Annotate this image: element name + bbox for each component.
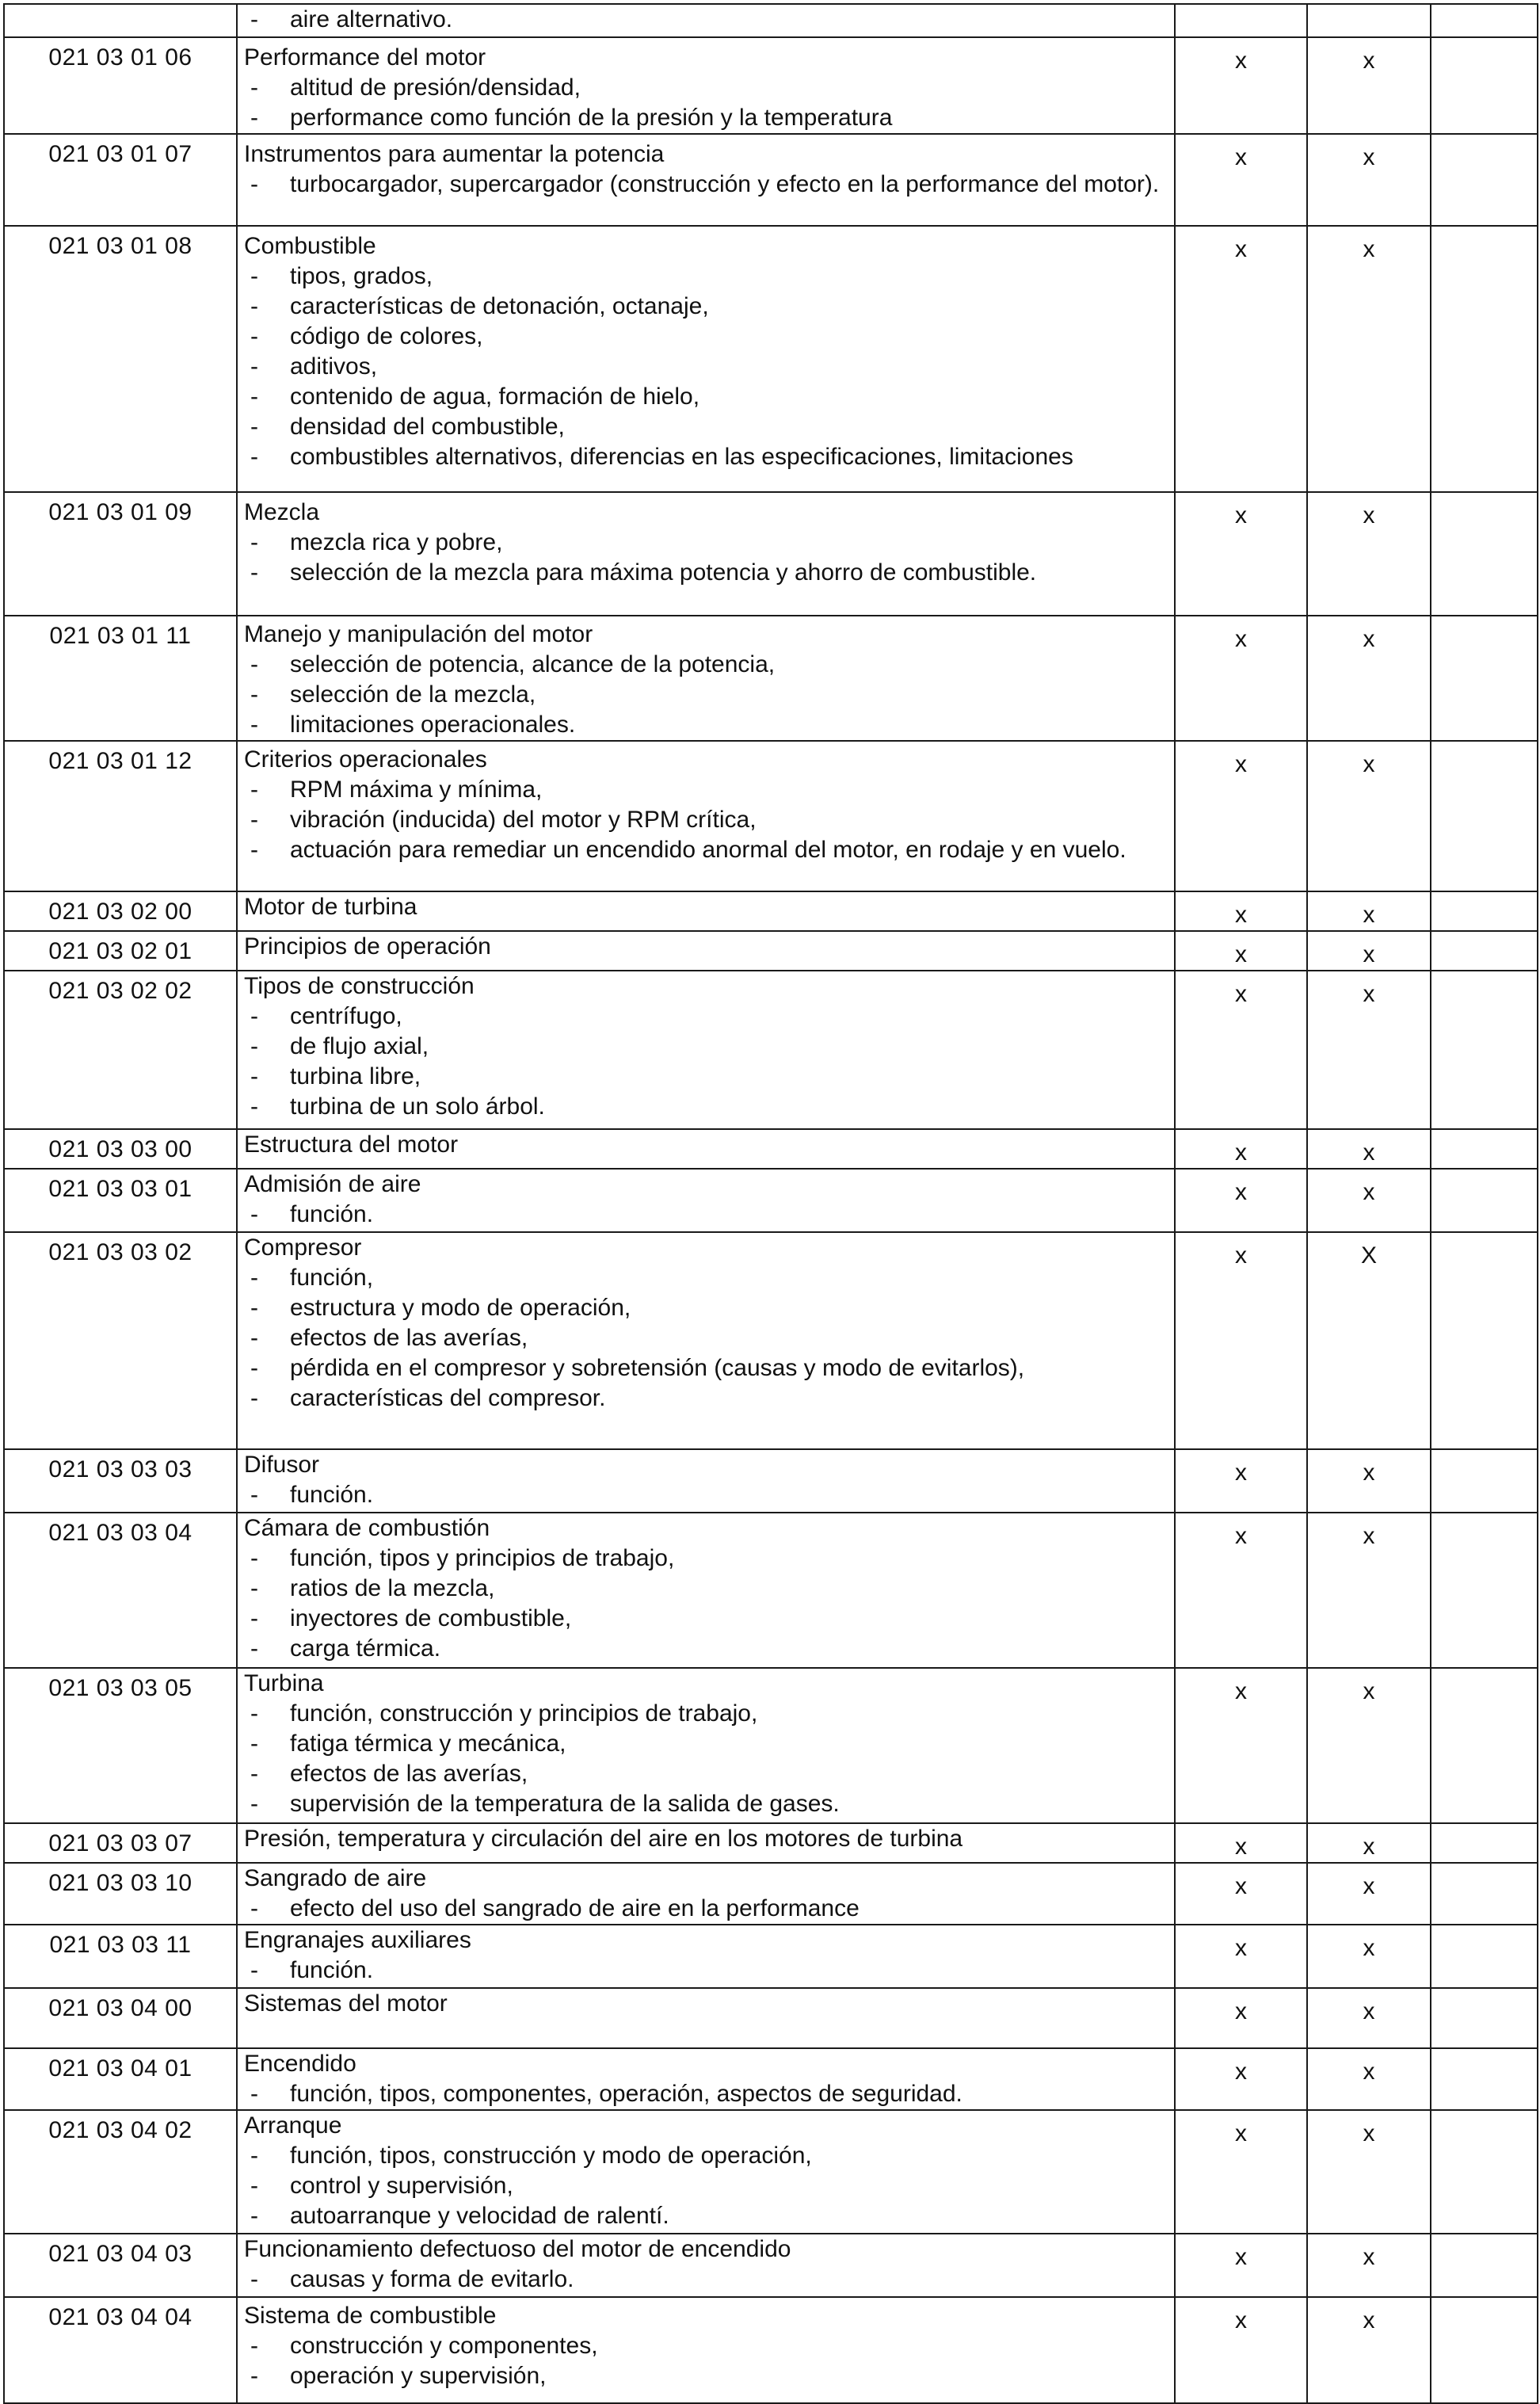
table-row — [4, 2297, 1538, 2403]
check-mark: x — [1235, 2307, 1247, 2333]
empty-column-cell — [1431, 2234, 1538, 2297]
check-mark: x — [1235, 1678, 1247, 1704]
empty-column-cell — [1431, 971, 1538, 1129]
applicability-mark-m1 — [1175, 2297, 1307, 2403]
item-description — [237, 1668, 1175, 1823]
bullet-item: - construcción y componentes, — [244, 2331, 1169, 2361]
check-mark: x — [1363, 941, 1375, 967]
applicability-mark-m2 — [1307, 2297, 1431, 2403]
applicability-mark-m1 — [1175, 4, 1307, 37]
bullet-item: - tipos, grados, — [244, 261, 1169, 292]
item-title: Criterios operacionales — [244, 746, 487, 773]
item-description — [237, 1513, 1175, 1668]
item-code: 021 03 02 01 — [4, 931, 237, 971]
bullet-item: - características de detonación, octanaje, — [244, 292, 1169, 322]
item-description — [237, 931, 1175, 971]
empty-column-cell — [1431, 1513, 1538, 1668]
check-mark: x — [1363, 144, 1375, 170]
item-code: 021 03 04 02 — [4, 2110, 237, 2234]
bullet-item: - aditivos, — [244, 352, 1169, 382]
check-mark: x — [1363, 626, 1375, 652]
item-code: 021 03 01 06 — [4, 37, 237, 134]
item-title: Mezcla — [244, 499, 320, 525]
table-row — [4, 891, 1538, 931]
applicability-mark-m1 — [1175, 492, 1307, 616]
applicability-mark-m1 — [1175, 2110, 1307, 2234]
item-title: Presión, temperatura y circulación del aire en los motores de turbina — [244, 1826, 963, 1852]
item-code: 021 03 04 00 — [4, 1988, 237, 2048]
bullet-item: - RPM máxima y mínima, — [244, 775, 1169, 805]
item-code: 021 03 03 00 — [4, 1129, 237, 1169]
check-mark: x — [1235, 902, 1247, 928]
item-title: Motor de turbina — [244, 894, 417, 920]
bullet-item: - función, tipos y principios de trabajo, — [244, 1544, 1169, 1574]
table-row — [4, 1823, 1538, 1863]
bullet-item: - turbocargador, supercargador (construcción y efecto en la performance del motor). — [244, 170, 1169, 200]
table-row — [4, 1925, 1538, 1988]
item-code: 021 03 04 03 — [4, 2234, 237, 2297]
item-description — [237, 971, 1175, 1129]
item-title: Funcionamiento defectuoso del motor de encendido — [244, 2236, 791, 2262]
check-mark: x — [1235, 1523, 1247, 1549]
item-description — [237, 2297, 1175, 2403]
applicability-mark-m1 — [1175, 1232, 1307, 1449]
syllabus-table — [3, 3, 1538, 2404]
bullet-item: - turbina de un solo árbol. — [244, 1092, 1169, 1122]
item-description — [237, 2110, 1175, 2234]
table-row — [4, 1232, 1538, 1449]
item-description — [237, 4, 1175, 37]
empty-column-cell — [1431, 741, 1538, 891]
table-row — [4, 1668, 1538, 1823]
applicability-mark-m1 — [1175, 1863, 1307, 1925]
bullet-item: - causas y forma de evitarlo. — [244, 2265, 1169, 2295]
item-code — [4, 4, 237, 37]
applicability-mark-m2 — [1307, 4, 1431, 37]
applicability-mark-m1 — [1175, 1823, 1307, 1863]
item-title: Engranajes auxiliares — [244, 1927, 471, 1953]
check-mark: x — [1235, 981, 1247, 1007]
bullet-item: - pérdida en el compresor y sobretensión (causas y modo de evitarlos), — [244, 1353, 1169, 1383]
item-code: 021 03 01 12 — [4, 741, 237, 891]
applicability-mark-m2 — [1307, 1169, 1431, 1232]
applicability-mark-m1 — [1175, 37, 1307, 134]
item-code: 021 03 03 03 — [4, 1449, 237, 1513]
bullet-item: - densidad del combustible, — [244, 412, 1169, 442]
bullet-item: - contenido de agua, formación de hielo, — [244, 382, 1169, 412]
item-description — [237, 1988, 1175, 2048]
item-description — [237, 492, 1175, 616]
item-description — [237, 1449, 1175, 1513]
bullet-item: - turbina libre, — [244, 1062, 1169, 1092]
applicability-mark-m1 — [1175, 1513, 1307, 1668]
applicability-mark-m1 — [1175, 741, 1307, 891]
table-row — [4, 1988, 1538, 2048]
item-code: 021 03 03 10 — [4, 1863, 237, 1925]
check-mark: X — [1360, 1242, 1377, 1269]
item-code: 021 03 04 04 — [4, 2297, 237, 2403]
table-row — [4, 931, 1538, 971]
applicability-mark-m2 — [1307, 134, 1431, 226]
check-mark: x — [1363, 1873, 1375, 1899]
check-mark: x — [1235, 1998, 1247, 2024]
item-description — [237, 2048, 1175, 2110]
applicability-mark-m1 — [1175, 931, 1307, 971]
check-mark: x — [1235, 144, 1247, 170]
item-description — [237, 134, 1175, 226]
check-mark: x — [1363, 1460, 1375, 1486]
item-description — [237, 891, 1175, 931]
applicability-mark-m2 — [1307, 1129, 1431, 1169]
bullet-item: - estructura y modo de operación, — [244, 1293, 1169, 1323]
applicability-mark-m2 — [1307, 492, 1431, 616]
empty-column-cell — [1431, 4, 1538, 37]
applicability-mark-m1 — [1175, 1169, 1307, 1232]
item-code: 021 03 02 00 — [4, 891, 237, 931]
item-description — [237, 741, 1175, 891]
table-row — [4, 1863, 1538, 1925]
bullet-item: - fatiga térmica y mecánica, — [244, 1729, 1169, 1759]
applicability-mark-m2 — [1307, 2048, 1431, 2110]
item-code: 021 03 04 01 — [4, 2048, 237, 2110]
item-description — [237, 1823, 1175, 1863]
item-description — [237, 1169, 1175, 1232]
empty-column-cell — [1431, 226, 1538, 492]
item-description — [237, 1232, 1175, 1449]
item-title: Performance del motor — [244, 44, 486, 71]
empty-column-cell — [1431, 1169, 1538, 1232]
bullet-item: - función, — [244, 1263, 1169, 1293]
applicability-mark-m1 — [1175, 971, 1307, 1129]
item-description — [237, 616, 1175, 741]
applicability-mark-m1 — [1175, 1129, 1307, 1169]
table-row — [4, 616, 1538, 741]
item-code: 021 03 03 05 — [4, 1668, 237, 1823]
applicability-mark-m1 — [1175, 1449, 1307, 1513]
check-mark: x — [1235, 2120, 1247, 2146]
table-row — [4, 1169, 1538, 1232]
item-title: Tipos de construcción — [244, 973, 475, 999]
applicability-mark-m2 — [1307, 1925, 1431, 1988]
bullet-item: - función, tipos, componentes, operación, aspectos de seguridad. — [244, 2079, 1169, 2109]
check-mark: x — [1363, 2120, 1375, 2146]
empty-column-cell — [1431, 1823, 1538, 1863]
check-mark: x — [1235, 2244, 1247, 2270]
table-row — [4, 1129, 1538, 1169]
applicability-mark-m2 — [1307, 931, 1431, 971]
bullet-item: - supervisión de la temperatura de la salida de gases. — [244, 1789, 1169, 1819]
bullet-item: - función. — [244, 1956, 1169, 1986]
applicability-mark-m2 — [1307, 2234, 1431, 2297]
empty-column-cell — [1431, 1863, 1538, 1925]
applicability-mark-m2 — [1307, 2110, 1431, 2234]
applicability-mark-m2 — [1307, 1668, 1431, 1823]
empty-column-cell — [1431, 1668, 1538, 1823]
check-mark: x — [1235, 1242, 1247, 1269]
check-mark: x — [1363, 1678, 1375, 1704]
applicability-mark-m2 — [1307, 1513, 1431, 1668]
applicability-mark-m2 — [1307, 1823, 1431, 1863]
bullet-item: - función, tipos, construcción y modo de operación, — [244, 2141, 1169, 2171]
item-title: Arranque — [244, 2112, 342, 2139]
empty-column-cell — [1431, 931, 1538, 971]
bullet-item: - control y supervisión, — [244, 2171, 1169, 2201]
item-title: Sistema de combustible — [244, 2303, 497, 2329]
empty-column-cell — [1431, 492, 1538, 616]
bullet-item: - performance como función de la presión y la temperatura — [244, 103, 1169, 133]
check-mark: x — [1235, 1873, 1247, 1899]
empty-column-cell — [1431, 2048, 1538, 2110]
bullet-item: - inyectores de combustible, — [244, 1604, 1169, 1634]
bullet-item: - limitaciones operacionales. — [244, 710, 1169, 740]
check-mark: x — [1235, 2059, 1247, 2085]
check-mark: x — [1363, 502, 1375, 528]
check-mark: x — [1235, 236, 1247, 262]
check-mark: x — [1363, 902, 1375, 928]
check-mark: x — [1235, 1935, 1247, 1961]
applicability-mark-m1 — [1175, 2048, 1307, 2110]
applicability-mark-m1 — [1175, 891, 1307, 931]
item-code: 021 03 01 09 — [4, 492, 237, 616]
table-row — [4, 1449, 1538, 1513]
empty-column-cell — [1431, 37, 1538, 134]
check-mark: x — [1235, 751, 1247, 777]
bullet-item: - carga térmica. — [244, 1634, 1169, 1664]
item-code: 021 03 01 11 — [4, 616, 237, 741]
applicability-mark-m2 — [1307, 616, 1431, 741]
item-description — [237, 1925, 1175, 1988]
bullet-item: - actuación para remediar un encendido anormal del motor, en rodaje y en vuelo. — [244, 835, 1169, 865]
item-code: 021 03 03 11 — [4, 1925, 237, 1988]
item-title: Turbina — [244, 1670, 324, 1696]
applicability-mark-m1 — [1175, 1988, 1307, 2048]
applicability-mark-m1 — [1175, 616, 1307, 741]
bullet-item: - vibración (inducida) del motor y RPM crítica, — [244, 805, 1169, 835]
bullet-item: - altitud de presión/densidad, — [244, 73, 1169, 103]
empty-column-cell — [1431, 891, 1538, 931]
check-mark: x — [1363, 1523, 1375, 1549]
bullet-item: - selección de potencia, alcance de la potencia, — [244, 650, 1169, 680]
item-title: Cámara de combustión — [244, 1515, 490, 1541]
item-code: 021 03 02 02 — [4, 971, 237, 1129]
applicability-mark-m2 — [1307, 891, 1431, 931]
applicability-mark-m2 — [1307, 1863, 1431, 1925]
bullet-item: - selección de la mezcla para máxima potencia y ahorro de combustible. — [244, 558, 1169, 588]
table-row — [4, 2234, 1538, 2297]
item-description — [237, 37, 1175, 134]
bullet-item: - mezcla rica y pobre, — [244, 528, 1169, 558]
item-description — [237, 1129, 1175, 1169]
check-mark: x — [1363, 48, 1375, 74]
check-mark: x — [1235, 941, 1247, 967]
item-code: 021 03 03 04 — [4, 1513, 237, 1668]
check-mark: x — [1363, 981, 1375, 1007]
check-mark: x — [1363, 1179, 1375, 1205]
check-mark: x — [1235, 1460, 1247, 1486]
empty-column-cell — [1431, 1925, 1538, 1988]
table-row — [4, 226, 1538, 492]
check-mark: x — [1235, 1139, 1247, 1166]
applicability-mark-m1 — [1175, 2234, 1307, 2297]
check-mark: x — [1363, 2244, 1375, 2270]
item-title: Sistemas del motor — [244, 1990, 448, 2017]
bullet-item: - combustibles alternativos, diferencias en las especificaciones, limitaciones — [244, 442, 1169, 472]
applicability-mark-m1 — [1175, 1925, 1307, 1988]
bullet-item: - función, construcción y principios de trabajo, — [244, 1699, 1169, 1729]
applicability-mark-m1 — [1175, 1668, 1307, 1823]
item-code: 021 03 01 07 — [4, 134, 237, 226]
bullet-item: - operación y supervisión, — [244, 2361, 1169, 2391]
applicability-mark-m2 — [1307, 226, 1431, 492]
item-title: Encendido — [244, 2051, 356, 2077]
check-mark: x — [1363, 2307, 1375, 2333]
item-code: 021 03 03 07 — [4, 1823, 237, 1863]
check-mark: x — [1363, 1935, 1375, 1961]
check-mark: x — [1235, 48, 1247, 74]
bullet-item: - efecto del uso del sangrado de aire en la performance — [244, 1894, 1169, 1924]
bullet-item: - efectos de las averías, — [244, 1759, 1169, 1789]
item-title: Difusor — [244, 1452, 320, 1478]
applicability-mark-m2 — [1307, 1232, 1431, 1449]
bullet-item: - efectos de las averías, — [244, 1323, 1169, 1353]
bullet-item: - autoarranque y velocidad de ralentí. — [244, 2201, 1169, 2231]
empty-column-cell — [1431, 616, 1538, 741]
table-row — [4, 2110, 1538, 2234]
bullet-item: - código de colores, — [244, 322, 1169, 352]
table-row — [4, 492, 1538, 616]
table-row — [4, 134, 1538, 226]
item-title: Estructura del motor — [244, 1131, 459, 1158]
item-title: Principios de operación — [244, 933, 491, 960]
item-description — [237, 1863, 1175, 1925]
bullet-item: - ratios de la mezcla, — [244, 1574, 1169, 1604]
applicability-mark-m2 — [1307, 971, 1431, 1129]
empty-column-cell — [1431, 1129, 1538, 1169]
empty-column-cell — [1431, 1232, 1538, 1449]
table-row — [4, 2048, 1538, 2110]
empty-column-cell — [1431, 1449, 1538, 1513]
check-mark: x — [1235, 502, 1247, 528]
applicability-mark-m2 — [1307, 1988, 1431, 2048]
item-code: 021 03 03 01 — [4, 1169, 237, 1232]
table-row — [4, 741, 1538, 891]
item-code: 021 03 03 02 — [4, 1232, 237, 1449]
table-row — [4, 4, 1538, 37]
item-description — [237, 2234, 1175, 2297]
check-mark: x — [1363, 2059, 1375, 2085]
syllabus-table-body — [4, 4, 1538, 2403]
item-title: Manejo y manipulación del motor — [244, 621, 593, 647]
empty-column-cell — [1431, 1988, 1538, 2048]
table-row — [4, 37, 1538, 134]
check-mark: x — [1235, 1179, 1247, 1205]
empty-column-cell — [1431, 134, 1538, 226]
item-description — [237, 226, 1175, 492]
bullet-item: - de flujo axial, — [244, 1032, 1169, 1062]
item-title: Admisión de aire — [244, 1171, 421, 1197]
item-title: Instrumentos para aumentar la potencia — [244, 141, 665, 167]
applicability-mark-m2 — [1307, 37, 1431, 134]
table-row — [4, 1513, 1538, 1668]
empty-column-cell — [1431, 2297, 1538, 2403]
check-mark: x — [1235, 1834, 1247, 1860]
bullet-item: - centrífugo, — [244, 1002, 1169, 1032]
applicability-mark-m2 — [1307, 741, 1431, 891]
bullet-item: - función. — [244, 1480, 1169, 1510]
bullet-item: - selección de la mezcla, — [244, 680, 1169, 710]
item-code: 021 03 01 08 — [4, 226, 237, 492]
applicability-mark-m2 — [1307, 1449, 1431, 1513]
check-mark: x — [1363, 751, 1375, 777]
check-mark: x — [1363, 1139, 1375, 1166]
item-title: Combustible — [244, 233, 376, 259]
check-mark: x — [1235, 626, 1247, 652]
check-mark: x — [1363, 236, 1375, 262]
bullet-item: - características del compresor. — [244, 1383, 1169, 1414]
bullet-item: - función. — [244, 1200, 1169, 1230]
applicability-mark-m1 — [1175, 226, 1307, 492]
bullet-item: - aire alternativo. — [244, 5, 1169, 35]
empty-column-cell — [1431, 2110, 1538, 2234]
table-row — [4, 971, 1538, 1129]
item-title: Sangrado de aire — [244, 1865, 427, 1891]
item-title: Compresor — [244, 1234, 362, 1261]
applicability-mark-m1 — [1175, 134, 1307, 226]
check-mark: x — [1363, 1834, 1375, 1860]
check-mark: x — [1363, 1998, 1375, 2024]
